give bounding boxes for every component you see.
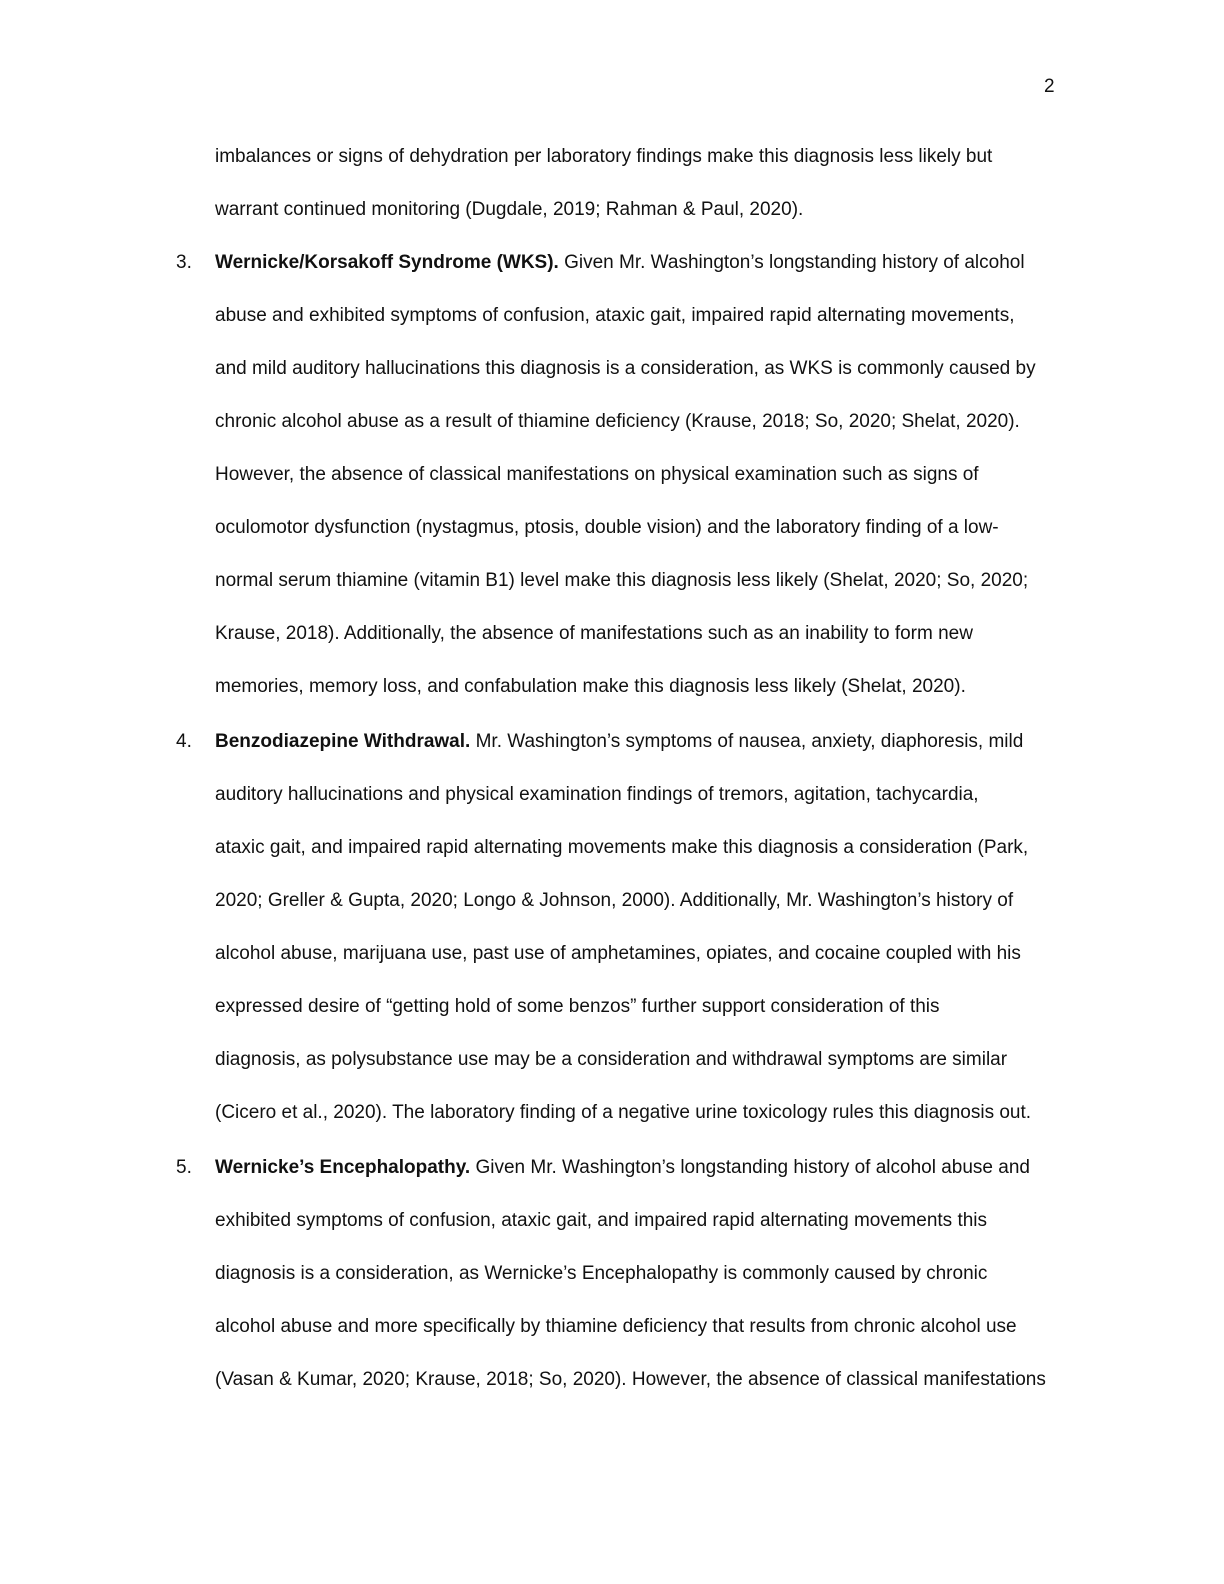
body-line: However, the absence of classical manifestations on physical examination such as signs of [215,464,979,485]
list-item-text: Given Mr. Washington’s longstanding history of alcohol abuse and [470,1157,1030,1178]
list-item-number: 3. [176,252,192,273]
body-line: Krause, 2018). Additionally, the absence of manifestations such as an inability to form new [215,623,973,644]
list-item-text: Mr. Washington’s symptoms of nausea, anxiety, diaphoresis, mild [470,731,1024,752]
body-line: warrant continued monitoring (Dugdale, 2019; Rahman & Paul, 2020). [215,199,804,220]
list-item-text: Given Mr. Washington’s longstanding history of alcohol [558,252,1025,273]
body-line: auditory hallucinations and physical examination findings of tremors, agitation, tachycardia, [215,784,979,805]
list-item-heading: Wernicke/Korsakoff Syndrome (WKS). [215,252,559,273]
list-item-number: 4. [176,731,192,752]
body-line: 2020; Greller & Gupta, 2020; Longo & Johnson, 2000). Additionally, Mr. Washington’s history of [215,890,1014,911]
list-item-first-line [215,731,1023,753]
body-line: diagnosis, as polysubstance use may be a consideration and withdrawal symptoms are similar [215,1049,1008,1070]
list-item-first-line [215,1157,1030,1179]
body-line: alcohol abuse and more specifically by thiamine deficiency that results from chronic alcohol use [215,1316,1017,1337]
list-item-first-line [215,252,1025,274]
body-line: chronic alcohol abuse as a result of thiamine deficiency (Krause, 2018; So, 2020; Shelat, 2020). [215,411,1020,432]
list-item-heading: Wernicke’s Encephalopathy. [215,1157,471,1178]
body-line: abuse and exhibited symptoms of confusion, ataxic gait, impaired rapid alternating movements, [215,305,1015,326]
body-line: normal serum thiamine (vitamin B1) level make this diagnosis less likely (Shelat, 2020; So, 2020; [215,570,1029,591]
body-line: diagnosis is a consideration, as Wernicke’s Encephalopathy is commonly caused by chronic [215,1263,988,1284]
body-line: and mild auditory hallucinations this diagnosis is a consideration, as WKS is commonly caused by [215,358,1036,379]
body-line: (Vasan & Kumar, 2020; Krause, 2018; So, 2020). However, the absence of classical manifestations [215,1369,1046,1390]
body-line: alcohol abuse, marijuana use, past use of amphetamines, opiates, and cocaine coupled with his [215,943,1021,964]
list-item-heading: Benzodiazepine Withdrawal. [215,731,471,752]
body-line: exhibited symptoms of confusion, ataxic gait, and impaired rapid alternating movements this [215,1210,988,1231]
body-line: oculomotor dysfunction (nystagmus, ptosis, double vision) and the laboratory finding of a low- [215,517,999,538]
body-line: expressed desire of “getting hold of some benzos” further support consideration of this [215,996,940,1017]
body-line: ataxic gait, and impaired rapid alternating movements make this diagnosis a consideration (Park, [215,837,1029,858]
body-line: (Cicero et al., 2020). The laboratory finding of a negative urine toxicology rules this diagnosis out. [215,1102,1032,1123]
body-line: memories, memory loss, and confabulation make this diagnosis less likely (Shelat, 2020). [215,676,966,697]
list-item-number: 5. [176,1157,192,1178]
body-line: imbalances or signs of dehydration per laboratory findings make this diagnosis less likely but [215,146,993,167]
page-number: 2 [1044,76,1055,97]
